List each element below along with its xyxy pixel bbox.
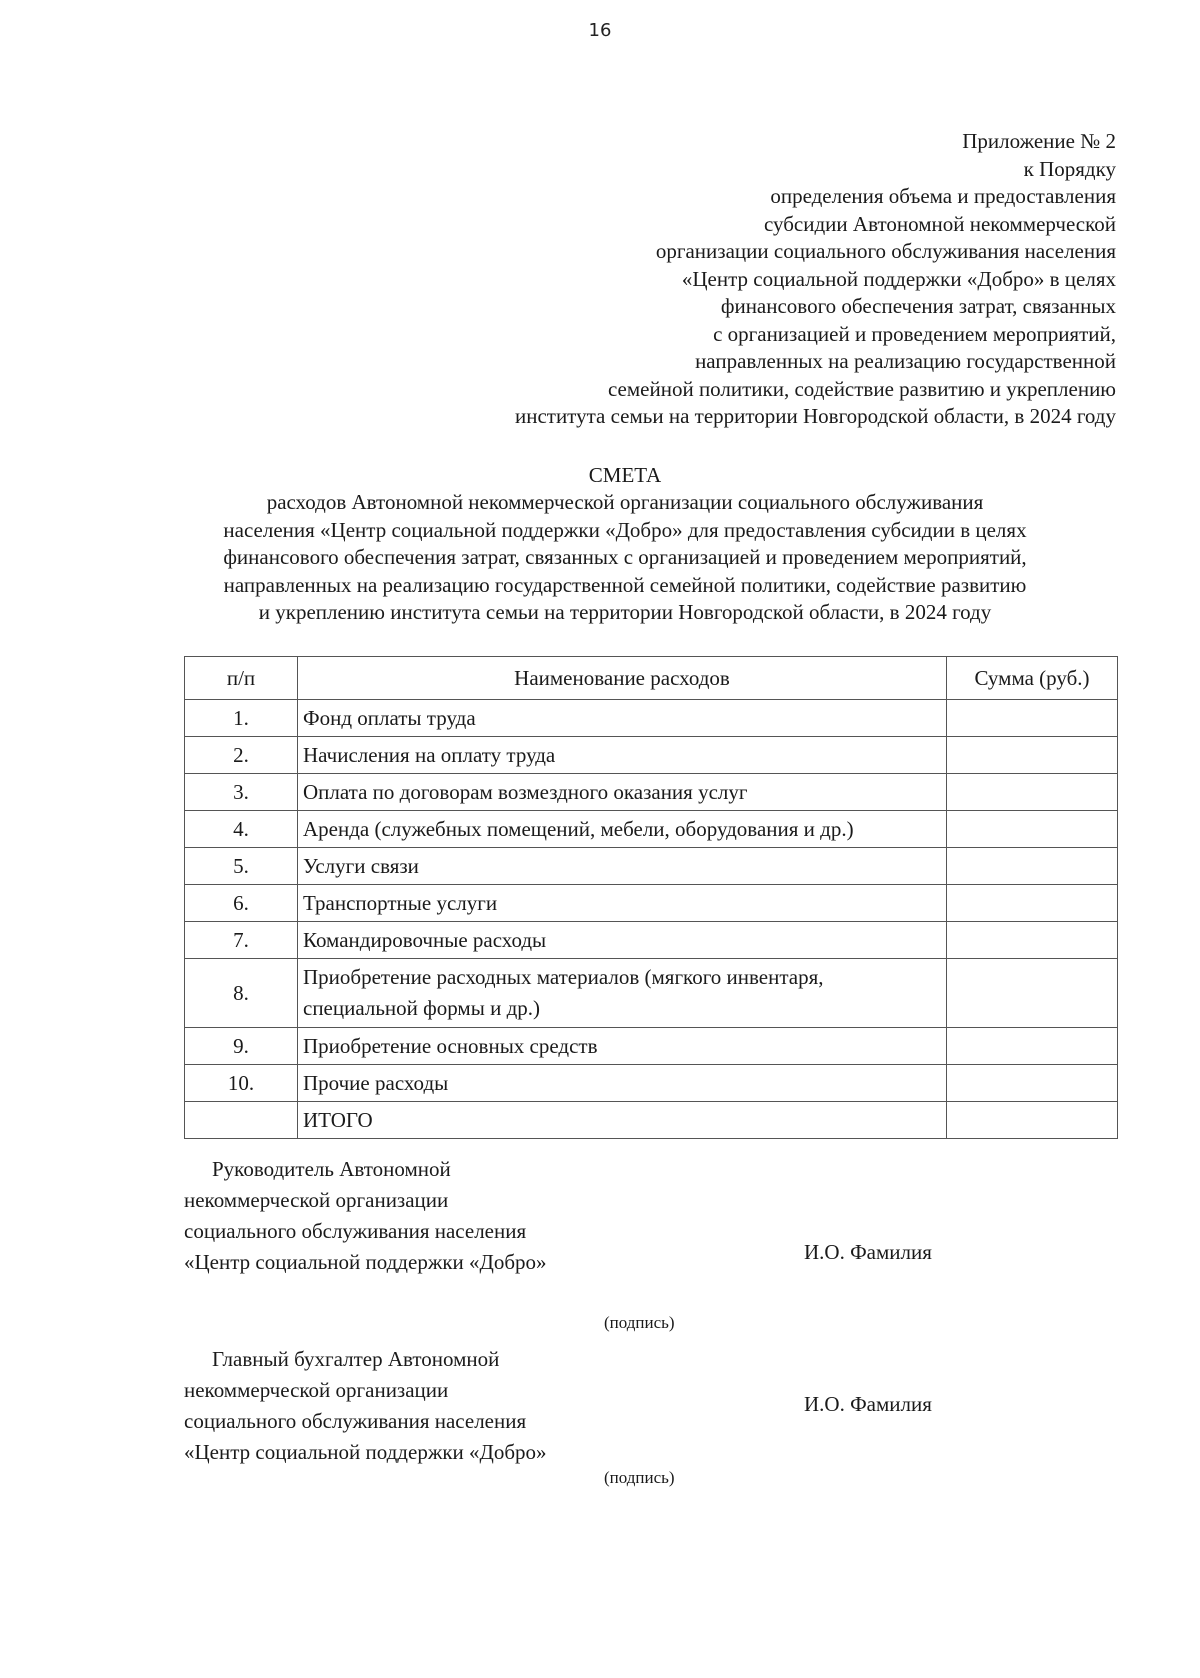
expense-name-line: Услуги связи [303,853,419,878]
header-expense-name: Наименование расходов [298,657,947,700]
appendix-line: института семьи на территории Новгородской области, в 2024 году [514,404,1116,428]
signer-director [184,1154,547,1278]
row-number: 2. [185,737,298,774]
table-row [185,1028,1118,1065]
table-row [185,922,1118,959]
row-number: 3. [185,774,298,811]
expense-name-line: Прочие расходы [303,1070,449,1095]
expense-name [298,1102,947,1139]
expense-name [298,848,947,885]
table-row [185,811,1118,848]
expense-name [298,774,947,811]
table-row [185,1065,1118,1102]
amount-cell[interactable] [947,848,1118,885]
subtitle-line: финансового обеспечения затрат, связанных с организацией и проведением мероприятий, [223,545,1027,569]
signer-title-line: Главный бухгалтер Автономной [212,1347,500,1371]
amount-cell[interactable] [947,959,1118,1028]
row-number: 1. [185,700,298,737]
table-row [185,774,1118,811]
document-subtitle [40,489,1200,627]
appendix-line: семейной политики, содействие развитию и укреплению [607,376,1116,401]
header-number: п/п [185,657,298,700]
amount-cell[interactable] [947,922,1118,959]
expense-name-line: Командировочные расходы [303,927,547,952]
expense-name [298,885,947,922]
amount-cell[interactable] [947,700,1118,737]
expense-name-line: специальной формы и др.) [303,996,540,1020]
amount-cell[interactable] [947,1102,1118,1139]
appendix-line: определения объема и предоставления [770,184,1116,208]
amount-cell[interactable] [947,737,1118,774]
signer-title-line: социального обслуживания населения [184,1409,527,1433]
appendix-line: финансового обеспечения затрат, связанных [720,294,1116,318]
director-name: И.О. Фамилия [804,1240,932,1264]
expense-name [298,1065,947,1102]
signer-title-line: некоммерческой организации [184,1188,449,1212]
amount-cell[interactable] [947,774,1118,811]
expense-name-line: Фонд оплаты труда [303,705,476,730]
expense-name-line: Транспортные услуги [303,890,498,915]
table-body [185,700,1118,1139]
expense-name-line: ИТОГО [303,1107,373,1132]
appendix-line: Приложение № 2 [962,129,1116,153]
table-row [185,1102,1118,1139]
appendix-line: с организацией и проведением мероприятий, [713,321,1116,346]
expense-name-line: Приобретение основных средств [303,1033,598,1058]
table-row [185,737,1118,774]
signer-accountant [184,1344,547,1468]
expense-name [298,737,947,774]
signer-title-line: Руководитель Автономной [212,1157,451,1181]
appendix-line: субсидии Автономной некоммерческой [763,211,1116,236]
expense-name-line: Начисления на оплату труда [303,742,556,767]
row-number: 5. [185,848,298,885]
page-number: 16 [588,20,612,41]
amount-cell[interactable] [947,1065,1118,1102]
appendix-line: организации социального обслуживания населения [655,239,1116,263]
expense-name [298,700,947,737]
signer-title-line: социального обслуживания населения [184,1219,527,1243]
expense-name [298,811,947,848]
subtitle-line: и укреплению института семьи на территории Новгородской области, в 2024 году [258,600,992,624]
row-number [185,1102,298,1139]
table-row [185,885,1118,922]
expense-name-line: Оплата по договорам возмездного оказания услуг [303,779,748,804]
table-row [185,848,1118,885]
document-title: СМЕТА [588,463,662,487]
subtitle-line: расходов Автономной некоммерческой организации социального обслуживания [266,490,984,514]
expense-name-line: Аренда (служебных помещений, мебели, оборудования и др.) [303,816,854,841]
row-number: 9. [185,1028,298,1065]
signer-title-line: некоммерческой организации [184,1378,449,1402]
appendix-line: «Центр социальной поддержки «Добро» в целях [681,266,1116,291]
table-row [185,959,1118,1028]
expense-name-line: Приобретение расходных материалов (мягкого инвентаря, [303,965,824,989]
row-number: 6. [185,885,298,922]
expense-name [298,922,947,959]
row-number: 7. [185,922,298,959]
signer-title-line: «Центр социальной поддержки «Добро» [184,1250,547,1274]
signer-title-line: «Центр социальной поддержки «Добро» [184,1440,547,1464]
subtitle-line: населения «Центр социальной поддержки «Добро» для предоставления субсидии в целях [223,517,1027,542]
estimate-table [184,656,1118,1139]
expense-name [298,1028,947,1065]
header-amount: Сумма (руб.) [947,657,1118,700]
table-header-row [185,657,1118,700]
accountant-signature-caption: (подпись) [604,1468,675,1487]
appendix-line: направленных на реализацию государственной [695,349,1116,373]
amount-cell[interactable] [947,811,1118,848]
appendix-header [356,128,1116,431]
subtitle-line: направленных на реализацию государственной семейной политики, содействие развитию [223,572,1027,597]
amount-cell[interactable] [947,1028,1118,1065]
row-number: 10. [185,1065,298,1102]
row-number: 4. [185,811,298,848]
expense-name [298,959,947,1028]
accountant-name: И.О. Фамилия [804,1392,932,1416]
amount-cell[interactable] [947,885,1118,922]
appendix-line: к Порядку [1023,156,1116,181]
row-number: 8. [185,959,298,1028]
table-row [185,700,1118,737]
director-signature-caption: (подпись) [604,1313,675,1332]
